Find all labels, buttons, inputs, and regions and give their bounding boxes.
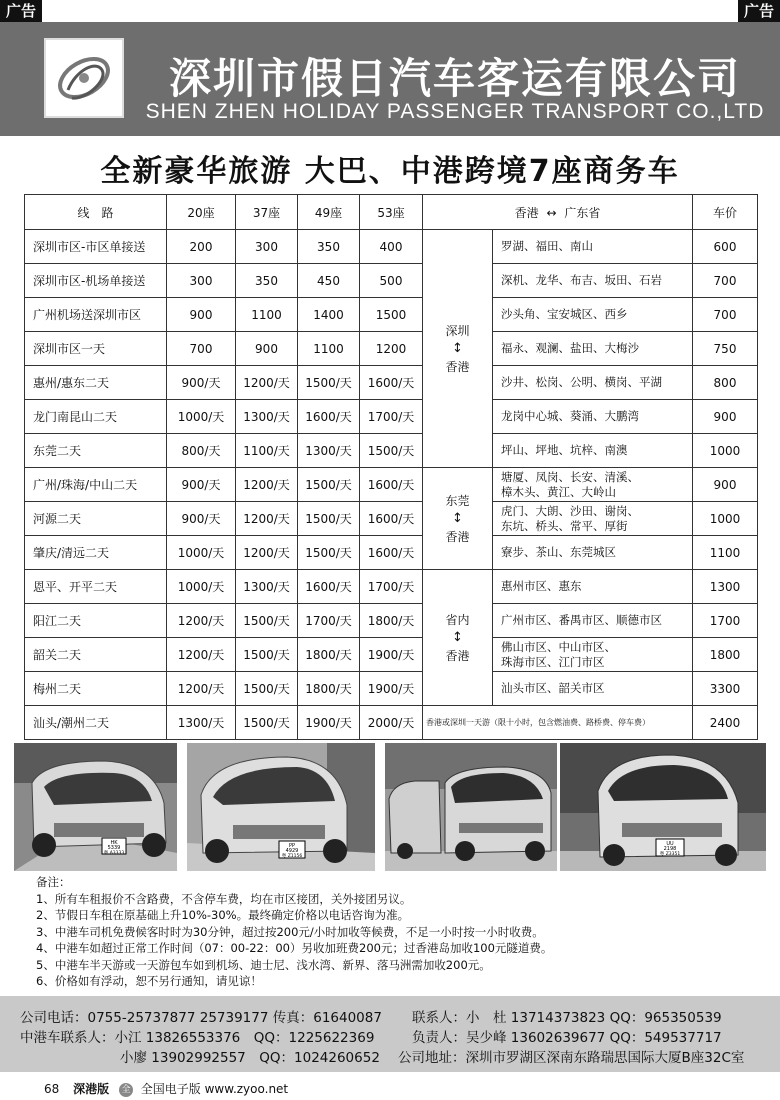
vehicle-price-cell: 1300	[693, 570, 758, 604]
price-cell-s49: 1500/天	[298, 536, 360, 570]
price-cell-s20: 1200/天	[167, 638, 236, 672]
price-cell-s53: 1500/天	[360, 434, 423, 468]
header-price: 车价	[693, 195, 758, 230]
zone-cell	[423, 230, 493, 468]
vehicle-price-cell: 900	[693, 400, 758, 434]
route-cell: 梅州二天	[25, 672, 167, 706]
areas-cell: 塘厦、凤岗、长安、清溪、 樟木头、黄江、大岭山	[493, 468, 693, 502]
note-item: 5、中港车半天游或一天游包车如到机场、迪士尼、浅水湾、新界、落马洲需加收200元。	[36, 957, 491, 972]
company-address: 公司地址：深圳市罗湖区深南东路瑞思国际大厦B座32C室	[398, 1050, 745, 1066]
price-cell-s20: 700	[167, 332, 236, 366]
notes-section	[36, 874, 552, 990]
plate-1-mid: 5339	[107, 845, 121, 851]
plate-4-top: UU	[666, 841, 674, 847]
price-cell-s53: 2000/天	[360, 706, 423, 740]
price-cell-s53: 1600/天	[360, 536, 423, 570]
route-cell: 肇庆/清远二天	[25, 536, 167, 570]
price-cell-s37: 1500/天	[236, 706, 298, 740]
table-row	[25, 638, 758, 672]
price-cell-s49: 1500/天	[298, 502, 360, 536]
header-hk-gd	[423, 195, 693, 230]
price-cell-s49: 1900/天	[298, 706, 360, 740]
price-cell-s53: 1600/天	[360, 468, 423, 502]
zone-cell	[423, 570, 493, 706]
note-item: 1、所有车租报价不含路费，不含停车费，均在市区接团，关外接团另议。	[36, 891, 412, 906]
photo-van-1	[14, 743, 177, 871]
price-cell-s53: 1600/天	[360, 366, 423, 400]
price-cell-s49: 450	[298, 264, 360, 298]
price-cell-s53: 1900/天	[360, 638, 423, 672]
table-row	[25, 366, 758, 400]
route-cell: 恩平、开平二天	[25, 570, 167, 604]
vehicle-price-cell: 600	[693, 230, 758, 264]
price-cell-s20: 300	[167, 264, 236, 298]
route-cell: 汕头/潮州二天	[25, 706, 167, 740]
table-row	[25, 570, 758, 604]
table-header-row	[25, 195, 758, 230]
price-cell-s49: 1600/天	[298, 400, 360, 434]
price-cell-s20: 1000/天	[167, 536, 236, 570]
areas-cell: 福永、观澜、盐田、大梅沙	[493, 332, 693, 366]
route-cell: 河源二天	[25, 502, 167, 536]
company-logo	[44, 38, 124, 118]
contact-person-1: 联系人：小 杜 13714373823 QQ：965350539	[412, 1010, 722, 1026]
plate-4-bot: 粤 Z3351	[659, 852, 681, 857]
route-cell: 深圳市区一天	[25, 332, 167, 366]
price-cell-s49: 1800/天	[298, 638, 360, 672]
price-cell-s37: 1300/天	[236, 570, 298, 604]
company-name-en: SHEN ZHEN HOLIDAY PASSENGER TRANSPORT CO.,LTD	[145, 100, 765, 123]
table-row	[25, 434, 758, 468]
vehicle-price-cell: 1800	[693, 638, 758, 672]
areas-cell: 深机、龙华、布吉、坂田、石岩	[493, 264, 693, 298]
vehicle-price-cell: 1000	[693, 434, 758, 468]
table-row	[25, 400, 758, 434]
route-cell: 东莞二天	[25, 434, 167, 468]
table-row	[25, 706, 758, 740]
vehicle-price-cell: 900	[693, 468, 758, 502]
price-cell-s37: 1200/天	[236, 536, 298, 570]
photo-bus	[385, 743, 557, 871]
notes-title: 备注：	[36, 875, 71, 889]
plate-2-mid: 4929	[285, 848, 299, 854]
table-row	[25, 298, 758, 332]
route-cell: 韶关二天	[25, 638, 167, 672]
company-header	[0, 22, 780, 136]
price-cell-s49: 1600/天	[298, 570, 360, 604]
price-cell-s37: 1200/天	[236, 366, 298, 400]
note-item: 2、节假日车租在原基础上升10%-30%。最终确定价格以电话咨询为准。	[36, 908, 410, 922]
price-cell-s53: 1500	[360, 298, 423, 332]
website-link[interactable]: 全国电子版 www.zyoo.net	[140, 1082, 289, 1096]
price-cell-s20: 900/天	[167, 366, 236, 400]
price-cell-s53: 1700/天	[360, 570, 423, 604]
areas-cell: 沙井、松岗、公明、横岗、平湖	[493, 366, 693, 400]
price-cell-s37: 1100	[236, 298, 298, 332]
route-cell: 阳江二天	[25, 604, 167, 638]
header-53-seat: 53座	[360, 195, 423, 230]
areas-cell: 香港或深圳一天游（限十小时，包含燃油费、路桥费、停车费）	[423, 706, 693, 740]
company-phone: 公司电话：0755-25737877 25739177 传真：61640087	[20, 1010, 382, 1026]
vehicle-price-cell: 800	[693, 366, 758, 400]
vehicle-price-cell: 1100	[693, 536, 758, 570]
table-row	[25, 332, 758, 366]
plate-1-top: HK	[110, 840, 118, 846]
note-item: 3、中港车司机免费候客时时为30分钟，超过按200元/小时加收等候费，不足一小时按一小时收费。	[36, 924, 544, 939]
price-cell-s53: 1600/天	[360, 502, 423, 536]
plate-2-top: PP	[288, 843, 296, 849]
ad-label-right: 广告	[738, 0, 780, 22]
note-item: 6、价格如有浮动，恕不另行通知，请见谅！	[36, 974, 262, 988]
price-cell-s37: 1500/天	[236, 672, 298, 706]
table-row	[25, 672, 758, 706]
route-cell: 深圳市区-市区单接送	[25, 230, 167, 264]
table-row	[25, 230, 758, 264]
price-cell-s37: 1300/天	[236, 400, 298, 434]
price-cell-s53: 1700/天	[360, 400, 423, 434]
zone-top: 省内	[445, 612, 470, 627]
price-cell-s20: 1200/天	[167, 672, 236, 706]
zone-top: 东莞	[445, 493, 470, 508]
price-cell-s37: 900	[236, 332, 298, 366]
price-cell-s49: 1800/天	[298, 672, 360, 706]
vehicle-price-cell: 1700	[693, 604, 758, 638]
zone-cell	[423, 468, 493, 570]
vertical-double-arrow-icon: ↕	[452, 510, 463, 526]
headline: 全新豪华旅游 大巴、中港跨境7座商务车	[100, 154, 680, 189]
areas-cell: 汕头市区、韶关市区	[493, 672, 693, 706]
route-cell: 广州机场送深圳市区	[25, 298, 167, 332]
plate-4-mid: 2198	[663, 846, 677, 852]
ad-label-left: 广告	[0, 0, 42, 22]
double-arrow-icon: ↔	[546, 205, 557, 220]
zone-bottom: 香港	[445, 648, 470, 663]
vehicle-price-cell: 700	[693, 298, 758, 332]
vertical-double-arrow-icon: ↕	[452, 340, 463, 356]
vertical-double-arrow-icon: ↕	[452, 629, 463, 645]
note-item: 4、中港车如超过正常工作时间（07：00-22：00）另收加班费200元；过香港岛加收100元隧道费。	[36, 941, 553, 955]
vehicle-price-cell: 2400	[693, 706, 758, 740]
header-20-seat: 20座	[167, 195, 236, 230]
header-route: 线 路	[25, 195, 167, 230]
plate-1-bot: 粤 A3333	[103, 851, 125, 856]
areas-cell: 龙岗中心城、葵涌、大鹏湾	[493, 400, 693, 434]
edition-label: 深港版	[73, 1082, 110, 1096]
photo-van-2	[187, 743, 375, 871]
contact-section	[0, 996, 780, 1072]
areas-cell: 广州市区、番禺市区、顺德市区	[493, 604, 693, 638]
areas-cell: 坪山、坪地、坑梓、南澳	[493, 434, 693, 468]
price-cell-s37: 1500/天	[236, 638, 298, 672]
price-cell-s53: 500	[360, 264, 423, 298]
header-49-seat: 49座	[298, 195, 360, 230]
price-cell-s49: 1700/天	[298, 604, 360, 638]
price-table	[24, 194, 758, 740]
plate-2-bot: 粤 Z1156	[281, 854, 303, 859]
table-row	[25, 468, 758, 502]
zone-top: 深圳	[445, 323, 470, 338]
header-37-seat: 37座	[236, 195, 298, 230]
header-hk: 香港	[514, 205, 539, 220]
price-cell-s49: 350	[298, 230, 360, 264]
photo-van-3	[560, 743, 766, 871]
hk-car-contact: 中港车联系人：小江 13826553376 QQ：1225622369	[20, 1030, 375, 1046]
price-cell-s20: 1000/天	[167, 570, 236, 604]
price-cell-s53: 1200	[360, 332, 423, 366]
route-cell: 广州/珠海/中山二天	[25, 468, 167, 502]
price-cell-s37: 350	[236, 264, 298, 298]
page-number: 68	[44, 1082, 60, 1096]
vehicle-price-cell: 750	[693, 332, 758, 366]
areas-cell: 虎门、大朗、沙田、谢岗、 东坑、桥头、常平、厚街	[493, 502, 693, 536]
price-cell-s20: 900	[167, 298, 236, 332]
price-cell-s20: 1000/天	[167, 400, 236, 434]
price-cell-s49: 1300/天	[298, 434, 360, 468]
manager-contact: 负责人：吴少峰 13602639677 QQ：549537717	[412, 1030, 722, 1046]
price-cell-s49: 1500/天	[298, 366, 360, 400]
vehicle-photos	[14, 743, 766, 871]
vehicle-price-cell: 700	[693, 264, 758, 298]
table-row	[25, 502, 758, 536]
price-cell-s20: 1300/天	[167, 706, 236, 740]
price-cell-s20: 200	[167, 230, 236, 264]
price-cell-s20: 900/天	[167, 502, 236, 536]
areas-cell: 佛山市区、中山市区、 珠海市区、江门市区	[493, 638, 693, 672]
table-row	[25, 604, 758, 638]
table-row	[25, 536, 758, 570]
price-cell-s49: 1400	[298, 298, 360, 332]
price-cell-s49: 1100	[298, 332, 360, 366]
price-cell-s49: 1500/天	[298, 468, 360, 502]
price-cell-s53: 1800/天	[360, 604, 423, 638]
price-cell-s37: 300	[236, 230, 298, 264]
header-gd: 广东省	[564, 205, 601, 220]
areas-cell: 惠州市区、惠东	[493, 570, 693, 604]
price-cell-s37: 1200/天	[236, 468, 298, 502]
hk-car-contact-2: 小廖 13902992557 QQ：1024260652	[120, 1050, 380, 1066]
price-cell-s20: 1200/天	[167, 604, 236, 638]
price-cell-s53: 1900/天	[360, 672, 423, 706]
edition-badge-icon: 全	[119, 1083, 133, 1097]
vehicle-price-cell: 1000	[693, 502, 758, 536]
areas-cell: 罗湖、福田、南山	[493, 230, 693, 264]
zone-bottom: 香港	[445, 359, 470, 374]
company-name-cn: 深圳市假日汽车客运有限公司	[168, 54, 741, 103]
price-cell-s37: 1100/天	[236, 434, 298, 468]
price-cell-s53: 400	[360, 230, 423, 264]
logo-emblem-icon	[46, 40, 122, 116]
zone-bottom: 香港	[445, 529, 470, 544]
route-cell: 惠州/惠东二天	[25, 366, 167, 400]
areas-cell: 沙头角、宝安城区、西乡	[493, 298, 693, 332]
page-footer	[44, 1080, 288, 1097]
price-cell-s37: 1200/天	[236, 502, 298, 536]
price-cell-s20: 800/天	[167, 434, 236, 468]
areas-cell: 寮步、茶山、东莞城区	[493, 536, 693, 570]
price-cell-s20: 900/天	[167, 468, 236, 502]
price-cell-s37: 1500/天	[236, 604, 298, 638]
route-cell: 深圳市区-机场单接送	[25, 264, 167, 298]
table-row	[25, 264, 758, 298]
vehicle-price-cell: 3300	[693, 672, 758, 706]
route-cell: 龙门南昆山二天	[25, 400, 167, 434]
